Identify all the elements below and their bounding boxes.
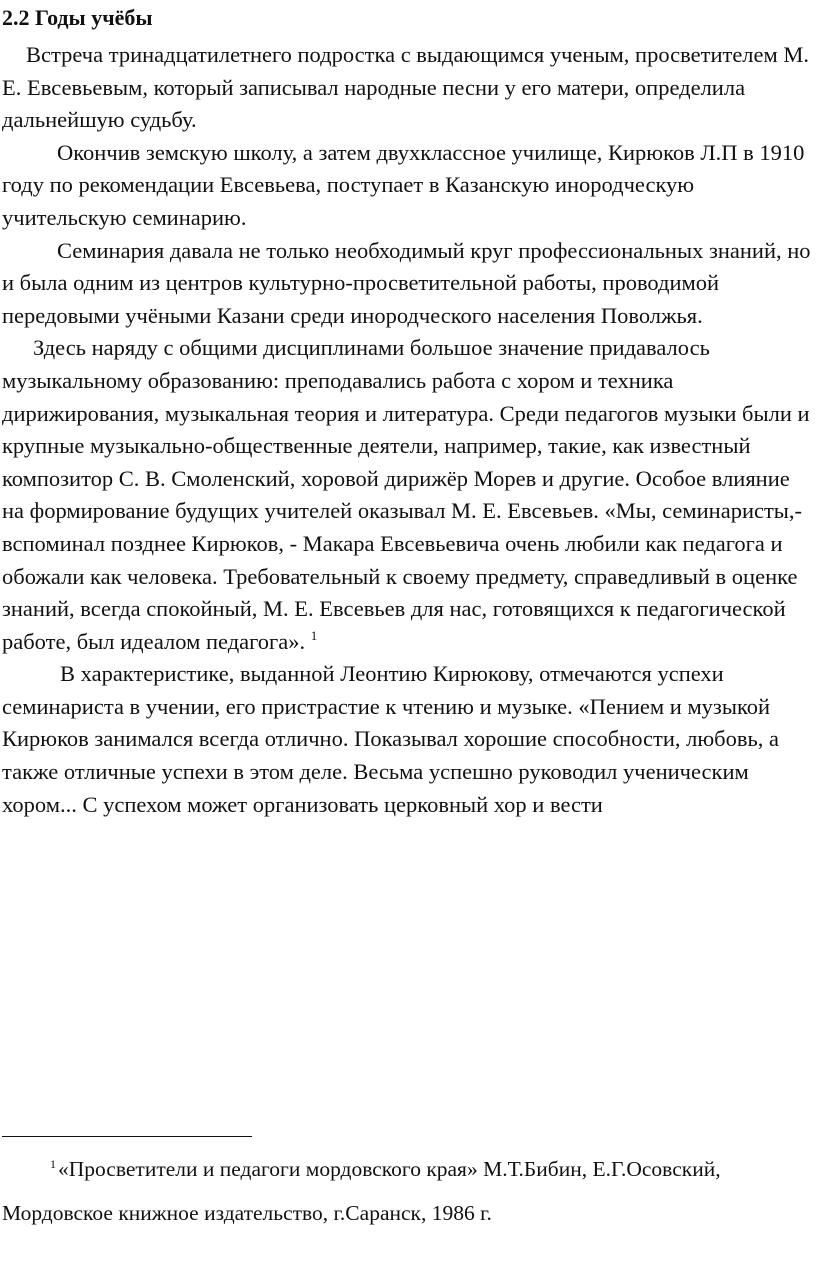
paragraph-4-text: Здесь наряду с общими дисциплинами большое значение придавалось музыкальному образованию: преподавались работа с хором и техника дирижирования, музыкальная теория и литература. Среди педагогов музыки были и крупные музыкально-общественные деятели, например, такие, как известный композитор С. В. Смоленский, хоровой дирижёр Морев и другие. Особое влияние на формирование будущих учителей оказывал М. Е. Евсевьев. «Мы, семинаристы,- вспоминал позднее Кирюков, - Макара Евсевьевича очень любили как педагога и обожали как человека. Требовательный к своему предмету, справедливый в оценке знаний, всегда спокойный, М. Е. Евсевьев для нас, готовящихся к педагогической работе, был идеалом педагога». [2, 335, 810, 654]
section-heading: 2.2 Годы учёбы [2, 5, 153, 30]
paragraph-4 [2, 332, 814, 658]
body-text [2, 39, 814, 821]
footnote-reference[interactable]: 1 [310, 627, 318, 643]
footnote-text: «Просветители и педагоги мордовского края» М.Т.Бибин, Е.Г.Осовский, Мордовское книжное издательство, г.Саранск, 1986 г. [2, 1157, 721, 1225]
footnote-marker: 1 [50, 1157, 56, 1171]
paragraph-2: Окончив земскую школу, а затем двухклассное училище, Кирюков Л.П в 1910 году по рекомендации Евсевьева, поступает в Казанскую инородческую учительскую семинарию. [2, 139, 805, 230]
paragraph-5: В характеристике, выданной Леонтию Кирюкову, отмечаются успехи семинариста в учении, его пристрастие к чтению и музыке. «Пением и музыкой Кирюков занимался всегда отлично. Показывал хорошие способности, любовь, а также отличные успехи в этом деле. Весьма успешно руководил ученическим хором... С успехом может организовать церковный хор и вести [2, 661, 779, 817]
paragraph-1: Встреча тринадцатилетнего подростка с выдающимся ученым, просветителем М. Е. Евсевьевым, который записывал народные песни у его матери, определила дальнейшую судьбу. [2, 42, 810, 133]
paragraph-3: Семинария давала не только необходимый круг профессиональных знаний, но и была одним из центров культурно-просветительной работы, проводимой передовыми учёными Казани среди инородческого населения Поволжья. [2, 237, 811, 328]
footnote-separator [2, 1136, 252, 1137]
footnote [2, 1147, 816, 1235]
